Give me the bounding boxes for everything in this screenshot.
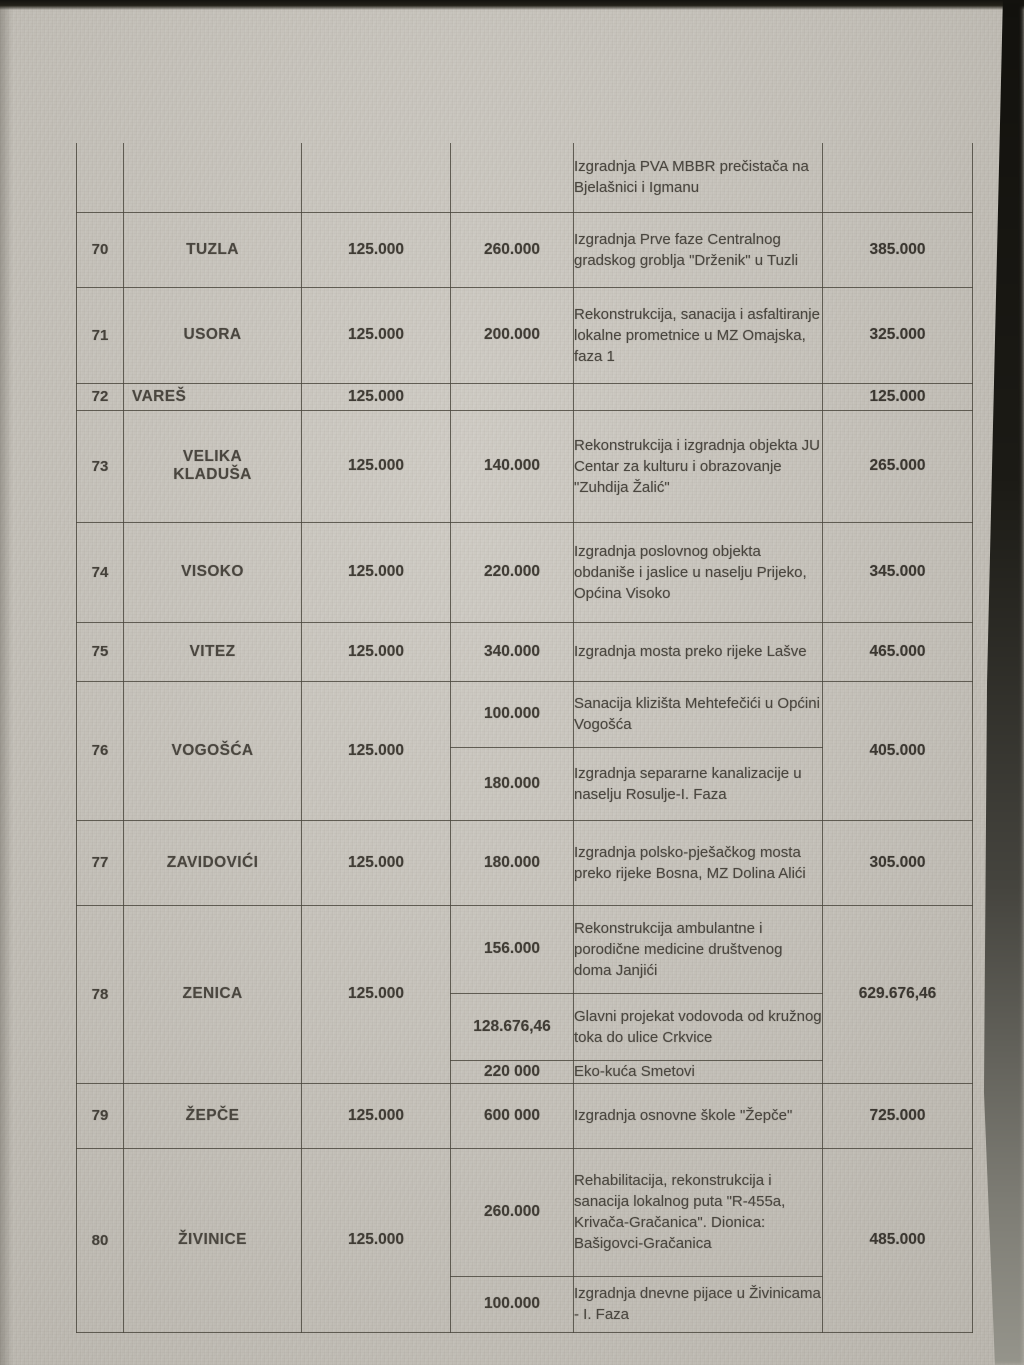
table-row [77,1148,973,1276]
cell-num: 77 [77,820,124,905]
cell-project-desc: Eko-kuća Smetovi [574,1060,823,1083]
cell-total: 265.000 [823,410,973,522]
table-row [77,410,973,522]
cell-total: 629.676,46 [823,905,973,1083]
cell-project-amount: 260.000 [451,1148,574,1276]
cell-project-desc: Izgradnja dnevne pijace u Živinicama - I. Faza [574,1276,823,1332]
cell-project-desc [574,383,823,410]
cell-project-amount: 100.000 [451,681,574,747]
cell-base-amount: 125.000 [302,383,451,410]
cell-total: 325.000 [823,287,973,383]
cell-total: 405.000 [823,681,973,820]
table-row [77,681,973,747]
cell-project-desc: Izgradnja PVA MBBR prečistača na Bjelašnici i Igmanu [574,143,823,212]
scan-left-shadow [0,0,14,1365]
table-row [77,622,973,681]
cell-project-amount: 220 000 [451,1060,574,1083]
cell-municipality: ŽIVINICE [124,1148,302,1332]
cell-project-desc: Rehabilitacija, rekonstrukcija i sanacija lokalnog puta "R-455a, Krivača-Gračanica". Dionica: Bašigovci-Gračanica [574,1148,823,1276]
cell-num: 73 [77,410,124,522]
cell-project-desc: Rekonstrukcija i izgradnja objekta JU Centar za kulturu i obrazovanje "Zuhdija Žalić" [574,410,823,522]
cell-total: 725.000 [823,1083,973,1148]
cell-num: 75 [77,622,124,681]
cell-num: 79 [77,1083,124,1148]
cell-total: 465.000 [823,622,973,681]
cell-base-amount: 125.000 [302,1148,451,1332]
cell-project-amount [451,383,574,410]
cell-project-desc: Izgradnja poslovnog objekta obdaniše i jaslice u naselju Prijeko, Općina Visoko [574,522,823,622]
allocations-table [76,143,973,1333]
cell-municipality: TUZLA [124,212,302,287]
cell-base-amount: 125.000 [302,681,451,820]
cell-base-amount: 125.000 [302,287,451,383]
cell-project-amount: 220.000 [451,522,574,622]
cell-municipality: ZENICA [124,905,302,1083]
cell-municipality: VITEZ [124,622,302,681]
cell-project-desc: Rekonstrukcija, sanacija i asfaltiranje lokalne prometnice u MZ Omajska, faza 1 [574,287,823,383]
cell-num: 70 [77,212,124,287]
cell-project-amount: 100.000 [451,1276,574,1332]
cell-project-desc: Izgradnja mosta preko rijeke Lašve [574,622,823,681]
table-row [77,383,973,410]
cell-total: 385.000 [823,212,973,287]
cell-total: 485.000 [823,1148,973,1332]
cell-municipality: VOGOŠĆA [124,681,302,820]
cell-municipality: ŽEPČE [124,1083,302,1148]
table-row [77,522,973,622]
cell-num: 72 [77,383,124,410]
cell-project-amount: 600 000 [451,1083,574,1148]
cell-municipality: VAREŠ [124,383,302,410]
municipality-label: VELIKA KLADUŠA [173,448,252,483]
cell-municipality [124,143,302,212]
cell-num: 71 [77,287,124,383]
cell-municipality: ZAVIDOVIĆI [124,820,302,905]
cell-total: 125.000 [823,383,973,410]
cell-base-amount: 125.000 [302,522,451,622]
cell-project-desc: Glavni projekat vodovoda od kružnog toka do ulice Crkvice [574,993,823,1060]
cell-num: 76 [77,681,124,820]
cell-base-amount: 125.000 [302,820,451,905]
cell-municipality: VISOKO [124,522,302,622]
scan-right-shadow [980,0,1024,1365]
cell-total [823,143,973,212]
cell-project-amount: 140.000 [451,410,574,522]
cell-project-desc: Izgradnja Prve faze Centralnog gradskog groblja "Drženik" u Tuzli [574,212,823,287]
cell-base-amount: 125.000 [302,1083,451,1148]
cell-municipality: USORA [124,287,302,383]
cell-project-desc: Izgradnja osnovne škole "Žepče" [574,1083,823,1148]
cell-base-amount: 125.000 [302,410,451,522]
cell-municipality [124,410,302,522]
cell-project-amount: 260.000 [451,212,574,287]
cell-project-amount: 180.000 [451,820,574,905]
cell-num: 78 [77,905,124,1083]
table-row [77,143,973,212]
cell-base-amount: 125.000 [302,212,451,287]
cell-base-amount: 125.000 [302,905,451,1083]
table-row [77,212,973,287]
cell-project-amount: 128.676,46 [451,993,574,1060]
cell-project-amount: 340.000 [451,622,574,681]
cell-base-amount [302,143,451,212]
cell-num [77,143,124,212]
cell-project-desc: Sanacija klizišta Mehtefečići u Općini Vogošća [574,681,823,747]
cell-total: 345.000 [823,522,973,622]
cell-project-amount: 200.000 [451,287,574,383]
table-row [77,820,973,905]
cell-num: 74 [77,522,124,622]
table-row [77,287,973,383]
scan-top-shadow [0,0,1024,10]
cell-project-amount [451,143,574,212]
cell-num: 80 [77,1148,124,1332]
cell-project-amount: 180.000 [451,747,574,820]
cell-project-desc: Izgradnja polsko-pješačkog mosta preko rijeke Bosna, MZ Dolina Alići [574,820,823,905]
cell-project-amount: 156.000 [451,905,574,993]
cell-project-desc: Rekonstrukcija ambulantne i porodične medicine društvenog doma Janjići [574,905,823,993]
cell-project-desc: Izgradnja separarne kanalizacije u naselju Rosulje-I. Faza [574,747,823,820]
cell-total: 305.000 [823,820,973,905]
cell-base-amount: 125.000 [302,622,451,681]
table-row [77,905,973,993]
table-row [77,1083,973,1148]
